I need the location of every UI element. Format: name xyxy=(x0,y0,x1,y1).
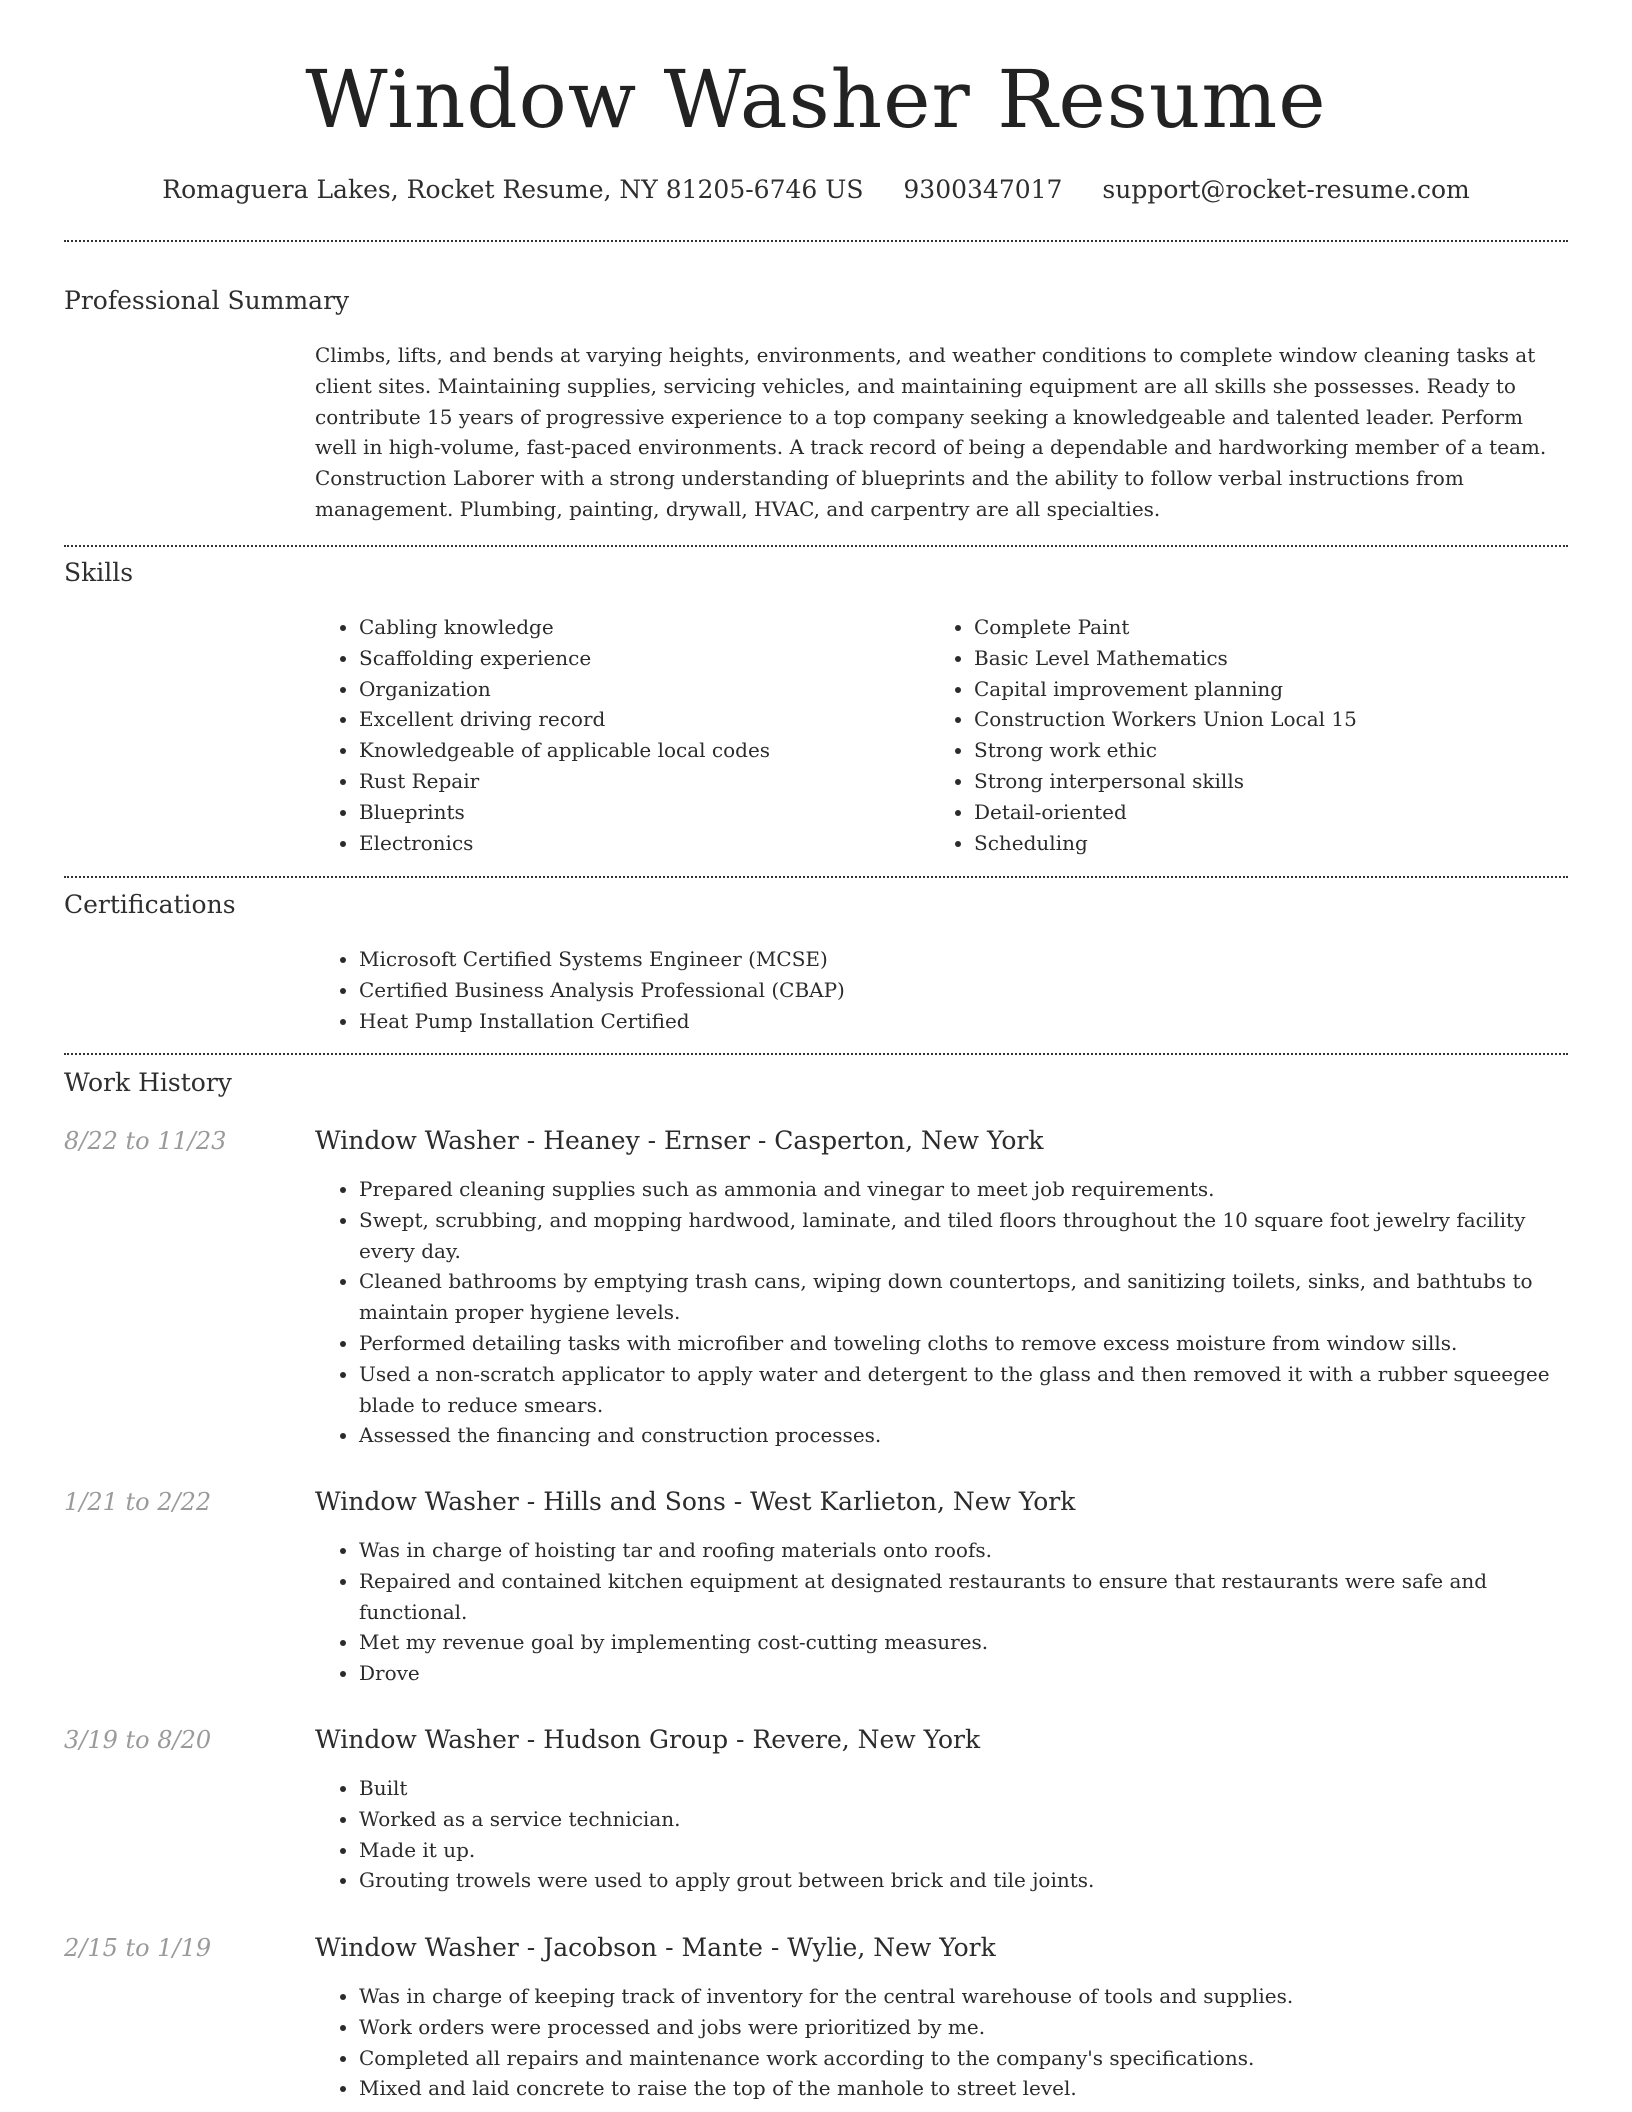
certifications-heading: Certifications xyxy=(64,890,236,919)
skills-list-left xyxy=(315,612,919,858)
skill-item: • Scaffolding experience xyxy=(359,643,919,674)
job-title: Window Washer - Heaney - Ernser - Casperton, New York xyxy=(315,1126,1044,1155)
certification-item: • Heat Pump Installation Certified xyxy=(359,1006,1559,1037)
job-bullet: • Was in charge of keeping track of inventory for the central warehouse of tools and supplies. xyxy=(359,1981,1569,2012)
job-bullet: • Worked as a service technician. xyxy=(359,1804,1569,1835)
skills-list-right xyxy=(930,612,1574,858)
job-bullet: • Made it up. xyxy=(359,1835,1569,1866)
section-divider xyxy=(64,545,1568,547)
job-bullet: • Cleaned bathrooms by emptying trash cans, wiping down countertops, and sanitizing toilets, sinks, and bathtubs to maintain proper hygiene levels. xyxy=(359,1266,1569,1328)
job-bullet: • Work orders were processed and jobs were prioritized by me. xyxy=(359,2012,1569,2043)
skill-item: • Strong interpersonal skills xyxy=(974,766,1574,797)
skill-item: • Rust Repair xyxy=(359,766,919,797)
section-divider xyxy=(64,240,1568,242)
skill-item: • Excellent driving record xyxy=(359,704,919,735)
job-bullet: • Assessed the financing and construction processes. xyxy=(359,1420,1569,1451)
certification-item: • Microsoft Certified Systems Engineer (MCSE) xyxy=(359,944,1559,975)
job-title: Window Washer - Jacobson - Mante - Wylie, New York xyxy=(315,1933,996,1962)
job-title: Window Washer - Hudson Group - Revere, New York xyxy=(315,1725,981,1754)
skill-item: • Basic Level Mathematics xyxy=(974,643,1574,674)
contact-phone: 9300347017 xyxy=(903,175,1063,204)
job-bullet: • Prepared cleaning supplies such as ammonia and vinegar to meet job requirements. xyxy=(359,1174,1569,1205)
contact-email[interactable]: support@rocket-resume.com xyxy=(1102,175,1470,204)
skill-item: • Organization xyxy=(359,674,919,705)
job-bullet: • Mixed and laid concrete to raise the top of the manhole to street level. xyxy=(359,2073,1569,2104)
job-bullet: • Met my revenue goal by implementing cost-cutting measures. xyxy=(359,1627,1569,1658)
resume-title: Window Washer Resume xyxy=(305,53,1327,146)
job-bullet: • Used a non-scratch applicator to apply water and detergent to the glass and then removed it with a rubber squeegee blade to reduce smears. xyxy=(359,1359,1569,1421)
skill-item: • Construction Workers Union Local 15 xyxy=(974,704,1574,735)
job-bullets xyxy=(315,1773,1569,1896)
job-bullets xyxy=(315,1981,1569,2104)
section-divider xyxy=(64,876,1568,878)
job-bullet: • Performed detailing tasks with microfiber and toweling cloths to remove excess moisture from window sills. xyxy=(359,1328,1569,1359)
job-bullet: • Repaired and contained kitchen equipment at designated restaurants to ensure that restaurants were safe and functional. xyxy=(359,1566,1569,1628)
job-bullets xyxy=(315,1535,1569,1689)
skill-item: • Capital improvement planning xyxy=(974,674,1574,705)
skill-item: • Cabling knowledge xyxy=(359,612,919,643)
skill-item: • Electronics xyxy=(359,828,919,859)
skill-item: • Complete Paint xyxy=(974,612,1574,643)
skill-item: • Blueprints xyxy=(359,797,919,828)
job-dates: 3/19 to 8/20 xyxy=(64,1726,212,1754)
job-bullet: • Grouting trowels were used to apply grout between brick and tile joints. xyxy=(359,1865,1569,1896)
job-bullet: • Was in charge of hoisting tar and roofing materials onto roofs. xyxy=(359,1535,1569,1566)
work-history-heading: Work History xyxy=(64,1068,232,1097)
job-dates: 8/22 to 11/23 xyxy=(64,1127,227,1155)
certifications-list xyxy=(315,944,1559,1036)
contact-line xyxy=(64,170,1568,210)
summary-heading: Professional Summary xyxy=(64,286,350,315)
job-bullet: • Swept, scrubbing, and mopping hardwood, laminate, and tiled floors throughout the 10 square foot jewelry facility every day. xyxy=(359,1205,1569,1267)
summary-text: Climbs, lifts, and bends at varying heights, environments, and weather conditions to complete window cleaning tasks at client sites. Maintaining supplies, servicing vehicles, and maintaining equipment are all skills she possesses. Ready to contribute 15 years of progressive experience to a top company seeking a knowledgeable and talented leader. Perform well in high-volume, fast-paced environments. A track record of being a dependable and hardworking member of a team. Construction Laborer with a strong understanding of blueprints and the ability to follow verbal instructions from management. Plumbing, painting, drywall, HVAC, and carpentry are all specialties. xyxy=(315,343,1547,521)
skill-item: • Strong work ethic xyxy=(974,735,1574,766)
skill-item: • Scheduling xyxy=(974,828,1574,859)
skills-heading: Skills xyxy=(64,558,134,587)
job-bullet: • Built xyxy=(359,1773,1569,1804)
job-bullet: • Completed all repairs and maintenance work according to the company's specifications. xyxy=(359,2043,1569,2074)
contact-address: Romaguera Lakes, Rocket Resume, NY 81205-6746 US xyxy=(162,175,864,204)
job-bullet: • Drove xyxy=(359,1658,1569,1689)
job-dates: 2/15 to 1/19 xyxy=(64,1934,212,1962)
job-dates: 1/21 to 2/22 xyxy=(64,1488,212,1516)
skill-item: • Knowledgeable of applicable local codes xyxy=(359,735,919,766)
section-divider xyxy=(64,1053,1568,1055)
skill-item: • Detail-oriented xyxy=(974,797,1574,828)
certification-item: • Certified Business Analysis Professional (CBAP) xyxy=(359,975,1559,1006)
job-title: Window Washer - Hills and Sons - West Karlieton, New York xyxy=(315,1487,1076,1516)
job-bullets xyxy=(315,1174,1569,1451)
